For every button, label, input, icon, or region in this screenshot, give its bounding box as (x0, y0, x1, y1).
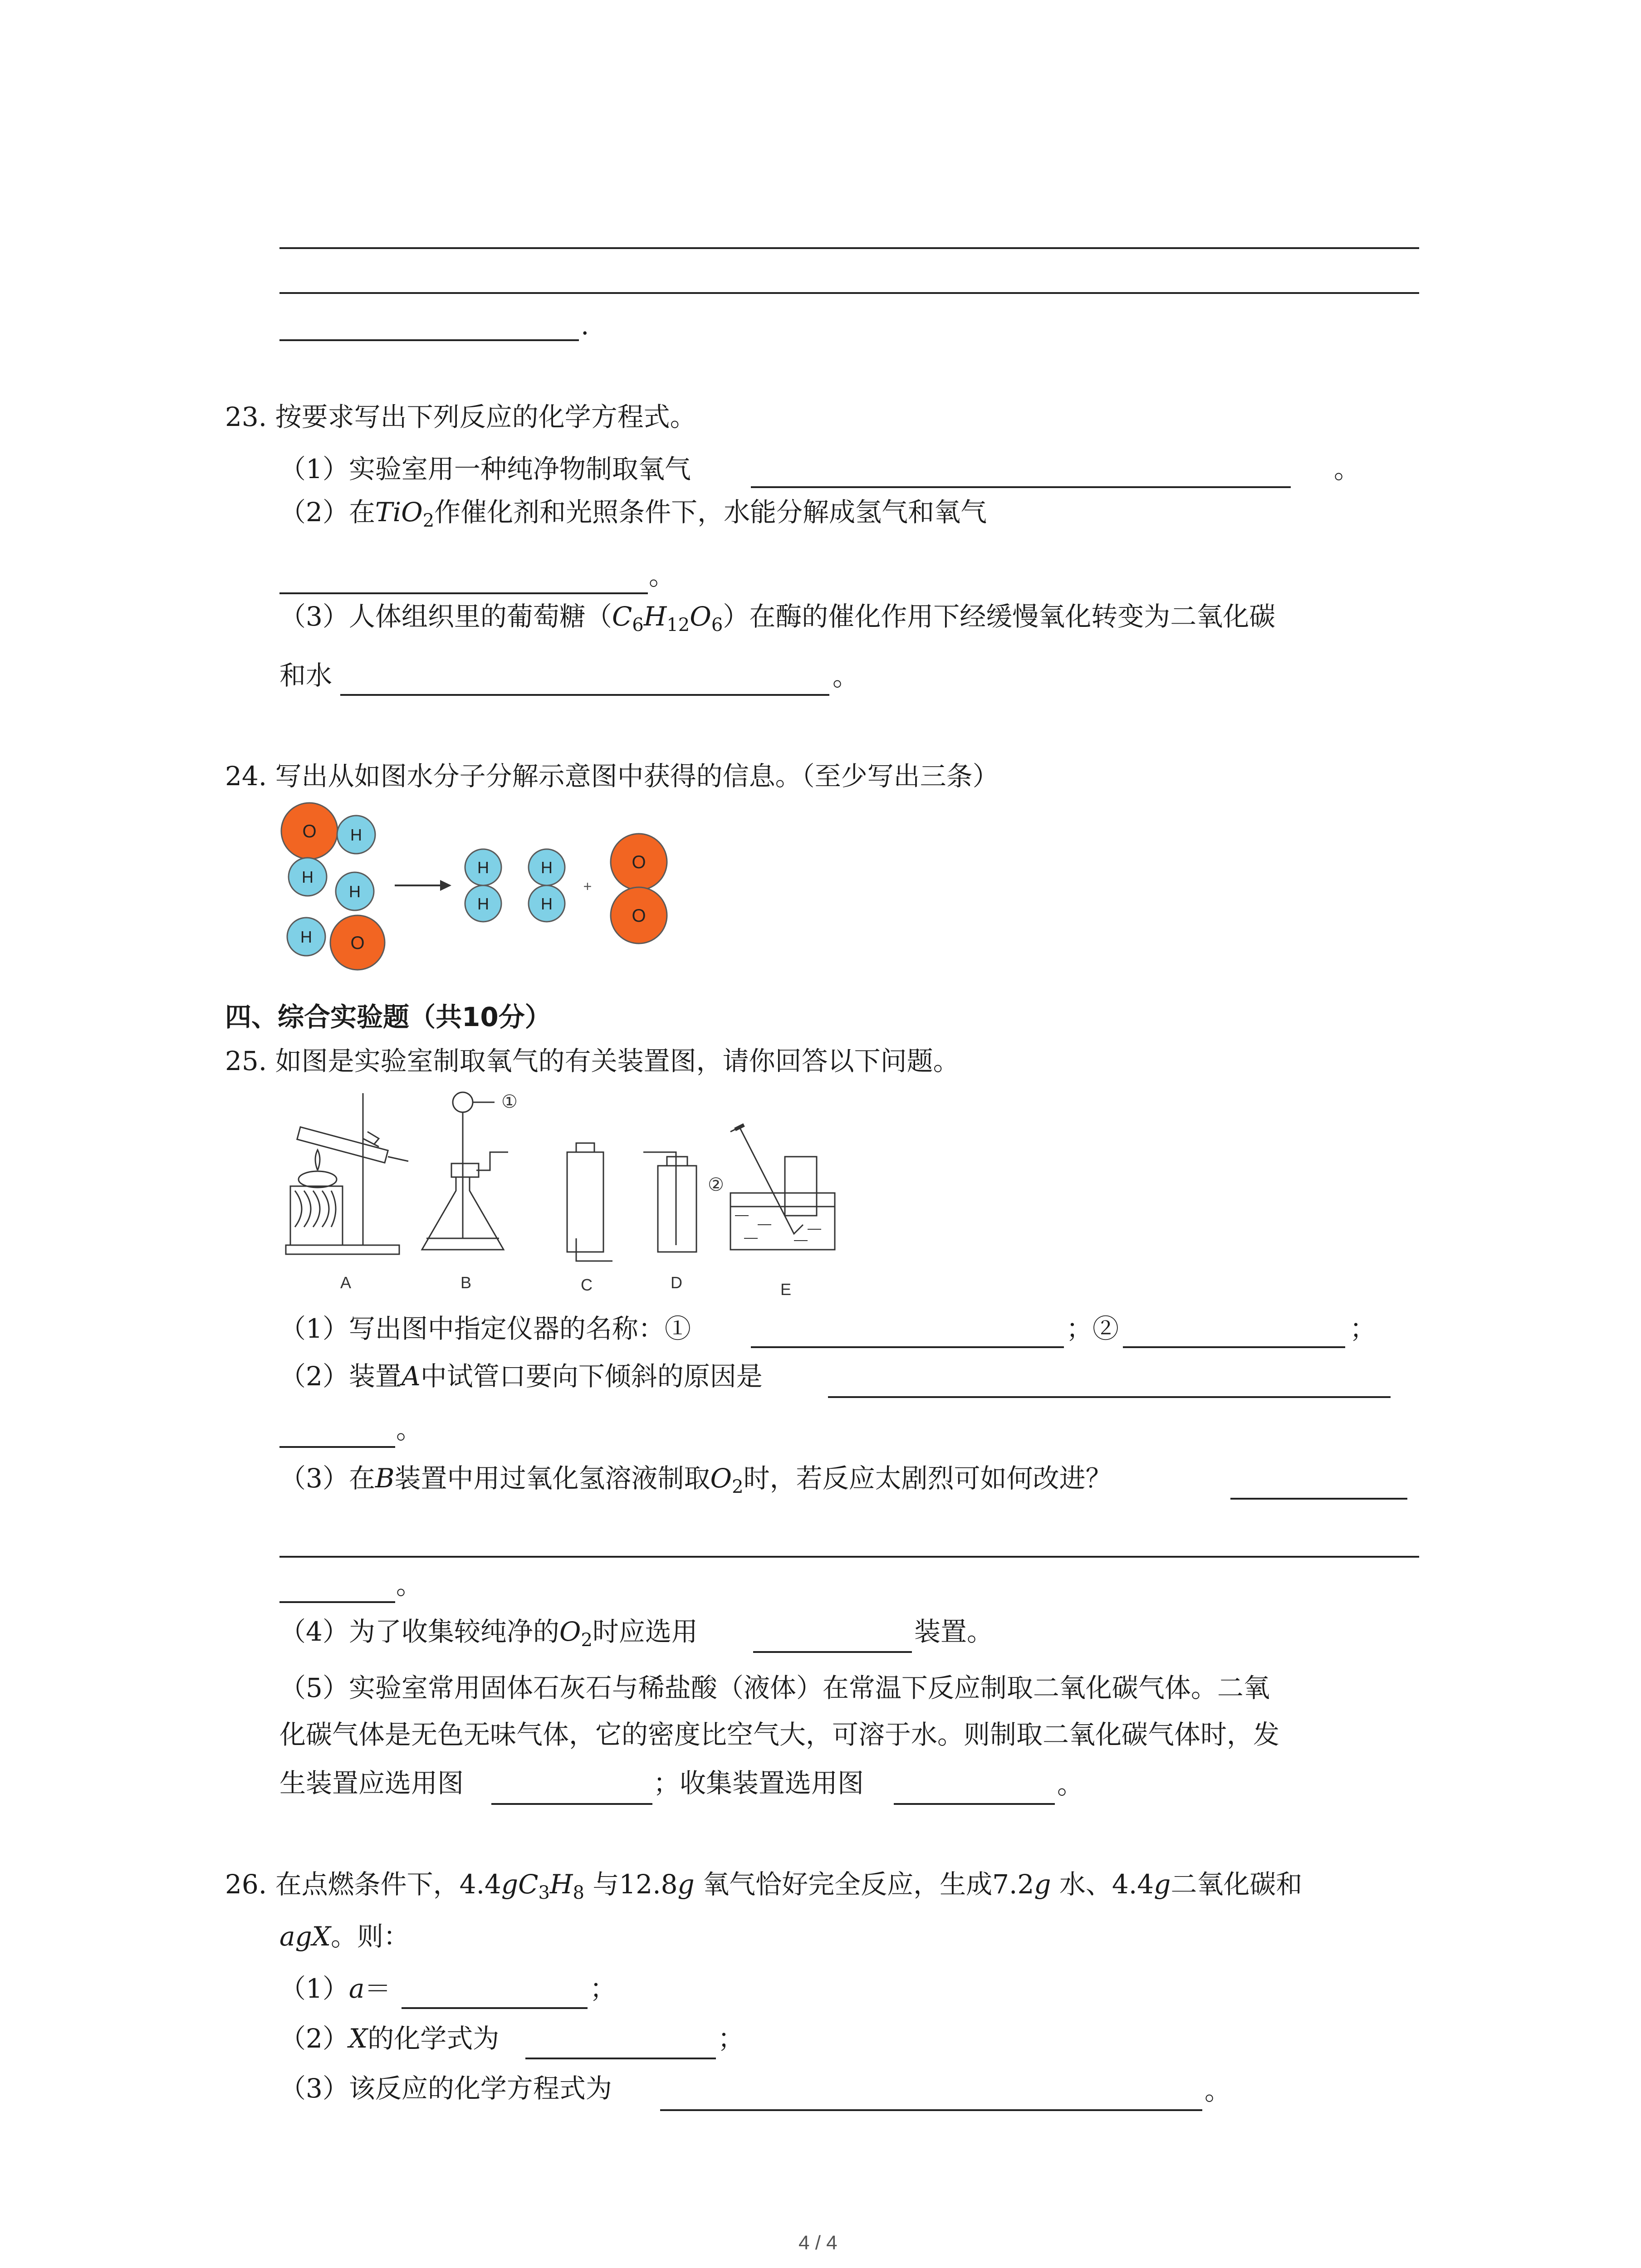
q25-part2-end: 。 (396, 1414, 423, 1445)
q25-part5-line3b: ；收集装置选用图 (653, 1768, 864, 1799)
q23-part2: （2）在TiO$_2$作催化剂和光照条件下，水能分解成氢气和氧气 (279, 497, 987, 531)
q25-part3-end: 。 (396, 1569, 423, 1600)
figure-label: E (780, 1280, 792, 1299)
arrow-icon (395, 880, 451, 891)
atom-label: O (632, 852, 646, 872)
atom-label: H (541, 858, 553, 877)
q23-part1 (279, 456, 691, 482)
figure-label: B (460, 1273, 472, 1292)
answer-blank[interactable] (751, 1346, 1064, 1348)
q23-part3-line2: 和水 (279, 660, 333, 691)
q25-part5-end: 。 (1057, 1769, 1084, 1800)
q25-part1: （1）写出图中指定仪器的名称：① (279, 1313, 691, 1344)
oxygen-molecule (611, 834, 667, 943)
q23-part2-end: 。 (649, 560, 676, 591)
q26-part3-end: 。 (1205, 2075, 1231, 2106)
atom-label: H (541, 894, 553, 913)
hydrogen-molecule (529, 849, 565, 922)
q26-stem: 26. 在点燃条件下，$4.4gC_3H_8$ 与12.8g 氧气恰好完全反应，生成7.2g 水、4.4g二氧化碳和 (225, 1869, 1303, 1903)
q24-stem: 24. 写出从如图水分子分解示意图中获得的信息。（至少写出三条） (225, 761, 999, 792)
q25-stem: 25. 如图是实验室制取氧气的有关装置图，请你回答以下问题。 (225, 1046, 960, 1076)
answer-blank[interactable] (1230, 1498, 1407, 1500)
q26-part3: （3）该反应的化学方程式为 (279, 2073, 612, 2104)
q23-part1-text: （1）实验室用一种纯净物制取氧气 (279, 454, 691, 484)
answer-blank[interactable] (753, 1651, 912, 1653)
figure-label: D (671, 1273, 682, 1292)
hydrogen-molecule (465, 849, 501, 922)
q23-stem: 23. 按要求写出下列反应的化学方程式。 (225, 401, 696, 432)
lab-apparatus-figure (277, 1089, 894, 1302)
atom-label: O (302, 821, 317, 841)
answer-line (279, 247, 1419, 249)
q23-part3-end: 。 (833, 661, 859, 692)
q26-part1-end: ； (590, 1973, 617, 2004)
atom-label: H (300, 928, 312, 946)
q25-part5-line2: 化碳气体是无色无味气体，它的密度比空气大，可溶于水。则制取二氧化碳气体时，发 (279, 1719, 1280, 1750)
period-mark: . (581, 310, 589, 341)
answer-blank[interactable] (402, 2007, 588, 2009)
apparatus-d (643, 1152, 696, 1292)
answer-blank[interactable] (491, 1803, 652, 1805)
marker-1: ① (501, 1091, 518, 1112)
answer-blank[interactable] (660, 2109, 1202, 2111)
atom-label: O (350, 933, 365, 953)
answer-blank[interactable] (1123, 1346, 1345, 1348)
q25-part1-end: ； (1350, 1313, 1376, 1344)
answer-blank[interactable] (279, 1556, 1419, 1558)
q25-part1-mid: ；② (1066, 1313, 1119, 1344)
apparatus-a (286, 1093, 408, 1292)
q23-part1-end: 。 (1334, 454, 1361, 484)
answer-blank[interactable] (894, 1803, 1055, 1805)
atom-label: H (302, 868, 314, 886)
apparatus-e (708, 1125, 835, 1299)
apparatus-c (567, 1143, 612, 1294)
answer-blank[interactable] (340, 694, 829, 696)
answer-blank[interactable] (279, 1446, 395, 1448)
marker-2: ② (708, 1174, 724, 1195)
q25-part4-end: 装置。 (914, 1616, 994, 1647)
figure-label: C (581, 1276, 593, 1294)
atom-label: H (477, 894, 489, 913)
section-title: 四、综合实验题（共10分） (225, 1002, 551, 1032)
q26-part1: （1）a＝ (279, 1973, 391, 2004)
atom-label: O (632, 906, 646, 926)
apparatus-b (422, 1091, 518, 1292)
plus-sign: + (583, 878, 592, 894)
answer-blank[interactable] (525, 2058, 716, 2059)
answer-blank[interactable] (751, 486, 1291, 488)
q25-part2: （2）装置A中试管口要向下倾斜的原因是 (279, 1361, 763, 1392)
answer-line (279, 339, 579, 341)
atom-label: H (477, 858, 489, 877)
answer-blank[interactable] (279, 592, 648, 594)
q26-part2: （2）X的化学式为 (279, 2023, 500, 2054)
q26-part2-end: ； (718, 2023, 745, 2054)
answer-blank[interactable] (279, 1601, 395, 1603)
answer-blank[interactable] (828, 1396, 1391, 1398)
q25-part4: （4）为了收集较纯净的$O_2$时应选用 (279, 1616, 698, 1651)
answer-line (279, 292, 1419, 294)
q25-part3: （3）在B装置中用过氧化氢溶液制取$O_2$时，若反应太剧烈可如何改进？ (279, 1463, 1112, 1497)
water-decomposition-figure (272, 798, 681, 971)
q25-part5-line3a: 生装置应选用图 (279, 1768, 464, 1799)
q26-line2: agX。则： (279, 1921, 410, 1952)
q25-part5-line1: （5）实验室常用固体石灰石与稀盐酸（液体）在常温下反应制取二氧化碳气体。二氧 (279, 1672, 1270, 1703)
q23-part3: （3）人体组织里的葡萄糖$(C_6H_{12}O_6)$在酶的催化作用下经缓慢氧化转变为二氧化碳 (279, 601, 1276, 635)
page-number: 4 / 4 (798, 2232, 838, 2254)
atom-label: H (350, 826, 362, 844)
atom-label: H (349, 882, 361, 901)
figure-label: A (340, 1273, 352, 1292)
